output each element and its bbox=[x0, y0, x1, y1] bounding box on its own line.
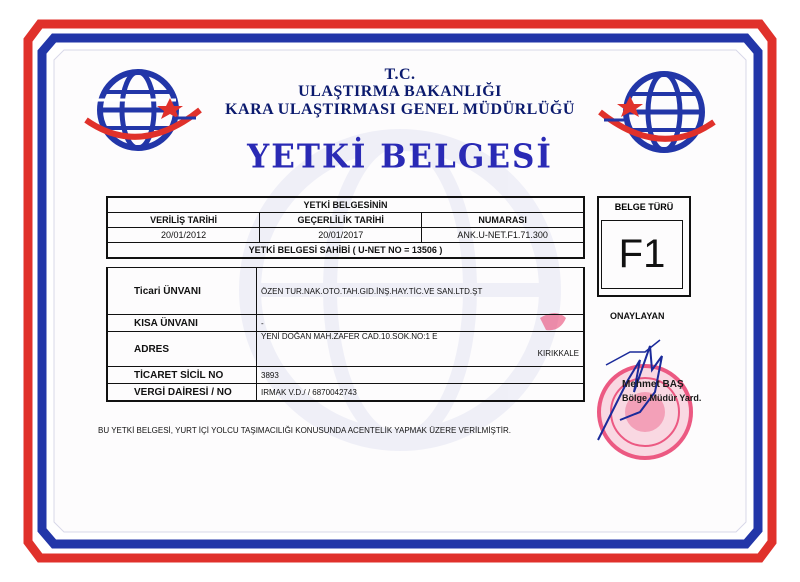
label-tax-office: VERGİ DAİRESİ / NO bbox=[107, 384, 257, 402]
label-short-name: KISA ÜNVANI bbox=[107, 315, 257, 332]
footer-statement: BU YETKİ BELGESİ, YURT İÇİ YOLCU TAŞIMACILIĞI KONUSUNDA ACENTELİK YAPMAK ÜZERE VERİLMİŞTİR. bbox=[98, 426, 512, 435]
header-line-3: KARA ULAŞTIRMASI GENEL MÜDÜRLÜĞÜ bbox=[225, 101, 575, 118]
validity-date: 20/01/2017 bbox=[260, 228, 422, 243]
header-line-2: ULAŞTIRMA BAKANLIĞI bbox=[298, 83, 502, 100]
approver-label: ONAYLAYAN bbox=[610, 311, 665, 321]
value-trade-name: ÖZEN TUR.NAK.OTO.TAH.GID.İNŞ.HAY.TİC.VE SAN.LTD.ŞT bbox=[257, 268, 585, 315]
document-type-label: BELGE TÜRÜ bbox=[614, 202, 674, 212]
value-address bbox=[257, 332, 585, 367]
col-number-header: NUMARASI bbox=[422, 213, 584, 228]
certificate-number: ANK.U-NET.F1.71.300 bbox=[422, 228, 584, 243]
value-trade-registry: 3893 bbox=[257, 367, 585, 384]
value-tax-office: IRMAK V.D./ / 6870042743 bbox=[257, 384, 585, 402]
certificate-table bbox=[106, 196, 585, 259]
header-line-1: T.C. bbox=[384, 66, 416, 83]
approver-title: Bölge Müdür Yard. bbox=[622, 393, 702, 403]
approver-name: Mehmet BAŞ bbox=[622, 379, 684, 390]
label-address: ADRES bbox=[107, 332, 257, 367]
address-city: KIRIKKALE bbox=[537, 349, 579, 358]
document-title: YETKİ BELGESİ bbox=[247, 138, 553, 176]
holder-title: YETKİ BELGESİ SAHİBİ ( U-NET NO = 13506 ) bbox=[107, 243, 584, 259]
col-validity-header: GEÇERLİLİK TARİHİ bbox=[260, 213, 422, 228]
document-type-code: F1 bbox=[601, 220, 683, 289]
address-line: YENİ DOĞAN MAH.ZAFER CAD.10.SOK.NO:1 E bbox=[261, 332, 438, 341]
holder-details-table bbox=[106, 267, 585, 402]
label-trade-registry: TİCARET SİCİL NO bbox=[107, 367, 257, 384]
section-title: YETKİ BELGESİNİN bbox=[107, 197, 584, 213]
value-short-name: - bbox=[257, 315, 585, 332]
issue-date: 20/01/2012 bbox=[107, 228, 260, 243]
label-trade-name: Ticari ÜNVANI bbox=[107, 268, 257, 315]
col-issue-header: VERİLİŞ TARİHİ bbox=[107, 213, 260, 228]
